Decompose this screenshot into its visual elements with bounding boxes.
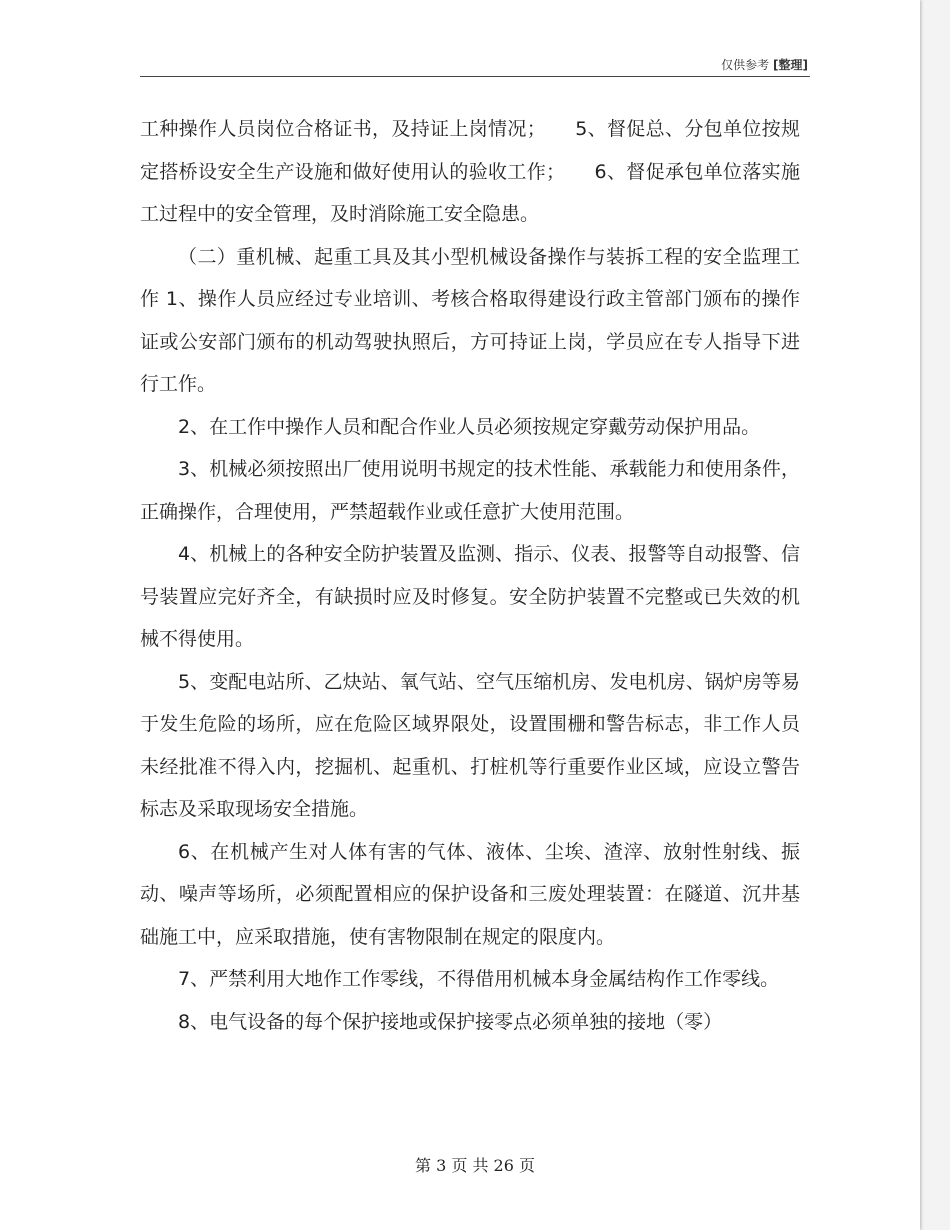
paragraph: 4、机械上的各种安全防护装置及监测、指示、仪表、报警等自动报警、信号装置应完好齐全，有缺损时应及时修复。安全防护装置不完整或已失效的机械不得使用。: [140, 543, 800, 650]
header-label: 仅供参考: [721, 58, 770, 72]
paragraph: 6、在机械产生对人体有害的气体、液体、尘埃、渣滓、放射性射线、振动、噪声等场所，必须配置相应的保护设备和三废处理装置：在隧道、沉井基础施工中，应采取措施，使有害物限制在规定的限度内。: [140, 840, 800, 948]
paragraph: 3、机械必须按照出厂使用说明书规定的技术性能、承载能力和使用条件，正确操作，合理使用，严禁超载作业或任意扩大使用范围。: [140, 458, 800, 523]
paragraph: 工种操作人员岗位合格证书，及持证上岗情况； 5、督促总、分包单位按规定搭桥设安全生产设施和做好使用认的验收工作； 6、督促承包单位落实施工过程中的安全管理，及时消除施工安全隐患。: [140, 118, 800, 225]
paragraph: （二）重机械、起重工具及其小型机械设备操作与装拆工程的安全监理工作 1、操作人员应经过专业培训、考核合格取得建设行政主管部门颁布的操作证或公安部门颁布的机动驾驶执照后，方可持证上岗，学员应在专人指导下进行工作。: [140, 245, 800, 395]
document-body: [140, 108, 800, 1043]
paragraph: 2、在工作中操作人员和配合作业人员必须按规定穿戴劳动保护用品。: [178, 415, 761, 438]
page-header: [721, 56, 808, 73]
paragraph: 8、电气设备的每个保护接地或保护接零点必须单独的接地（零）: [178, 1010, 723, 1033]
paragraph: 5、变配电站所、乙炔站、氧气站、空气压缩机房、发电机房、锅炉房等易于发生危险的场所，应在危险区域界限处，设置围栅和警告标志，非工作人员未经批准不得入内，挖掘机、起重机、打桩机等行重要作业区域，应设立警告标志及采取现场安全措施。: [140, 670, 800, 820]
paragraph: 7、严禁利用大地作工作零线，不得借用机械本身金属结构作工作零线。: [178, 968, 780, 990]
header-divider: [140, 76, 810, 77]
header-tag: [整理]: [773, 58, 808, 72]
page-footer: 第 3 页 共 26 页: [415, 1156, 535, 1175]
